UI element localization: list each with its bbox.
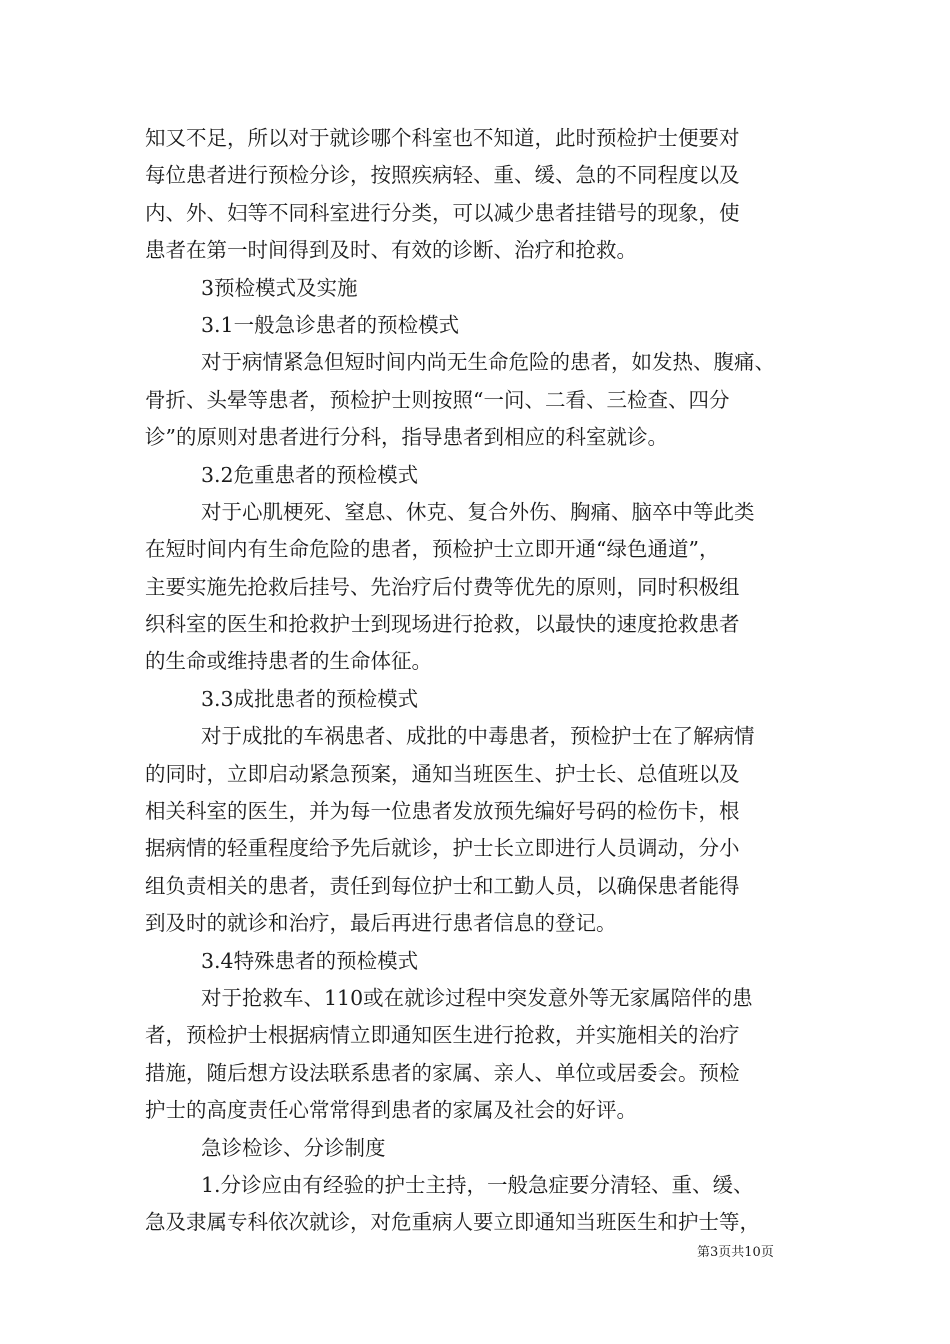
text-line: 急诊检诊、分诊制度 [201,1135,386,1160]
text-line: 3预检模式及实施 [201,275,358,300]
text-line: 知又不足，所以对于就诊哪个科室也不知道，此时预检护士便要对 [145,126,740,150]
text-line: 组负责相关的患者，责任到每位护士和工勤人员，以确保患者能得 [145,873,740,898]
text-line: 对于抢救车、110或在就诊过程中突发意外等无家属陪伴的患 [201,985,753,1010]
text-line: 急及隶属专科依次就诊，对危重病人要立即通知当班医生和护士等， [145,1210,760,1235]
text-line: 骨折、头晕等患者，预检护士则按照“一问、二看、三检查、四分 [145,387,730,412]
text-line: 每位患者进行预检分诊，按照疾病轻、重、缓、急的不同程度以及 [145,163,740,188]
text-line: 的同时，立即启动紧急预案，通知当班医生、护士长、总值班以及 [145,761,740,786]
text-line: 对于心肌梗死、窒息、休克、复合外伤、胸痛、脑卒中等此类 [201,499,755,524]
text-line: 者，预检护士根据病情立即通知医生进行抢救，并实施相关的治疗 [145,1023,740,1048]
text-line: 主要实施先抢救后挂号、先治疗后付费等优先的原则，同时积极组 [145,574,740,599]
text-line: 3.1一般急诊患者的预检模式 [201,312,460,337]
page-number-footer: 第3页共10页 [697,1245,774,1260]
text-line: 对于病情紧急但短时间内尚无生命危险的患者，如发热、腹痛、 [201,350,775,375]
text-line: 患者在第一时间得到及时、有效的诊断、治疗和抢救。 [145,238,637,263]
text-line: 诊”的原则对患者进行分科，指导患者到相应的科室就诊。 [145,425,668,450]
text-line: 3.4特殊患者的预检模式 [201,948,419,973]
text-line: 织科室的医生和抢救护士到现场进行抢救，以最快的速度抢救患者 [145,612,740,637]
text-line: 护士的高度责任心常常得到患者的家属及社会的好评。 [145,1098,637,1123]
text-line: 的生命或维持患者的生命体征。 [145,649,432,674]
text-line: 内、外、妇等不同科室进行分类，可以减少患者挂错号的现象，使 [145,200,740,225]
text-line: 1.分诊应由有经验的护士主持，一般急症要分清轻、重、缓、 [201,1172,754,1197]
text-line: 对于成批的车祸患者、成批的中毒患者，预检护士在了解病情 [201,724,755,749]
text-line: 措施，随后想方设法联系患者的家属、亲人、单位或居委会。预检 [145,1060,740,1085]
text-line: 3.2危重患者的预检模式 [201,462,419,487]
text-line: 3.3成批患者的预检模式 [201,686,419,711]
text-line: 相关科室的医生，并为每一位患者发放预先编好号码的检伤卡，根 [145,799,740,824]
document-body [145,120,825,1242]
text-line: 到及时的就诊和治疗，最后再进行患者信息的登记。 [145,911,617,936]
text-line: 在短时间内有生命危险的患者，预检护士立即开通“绿色通道”， [145,537,720,562]
text-line: 据病情的轻重程度给予先后就诊，护士长立即进行人员调动，分小 [145,836,740,861]
